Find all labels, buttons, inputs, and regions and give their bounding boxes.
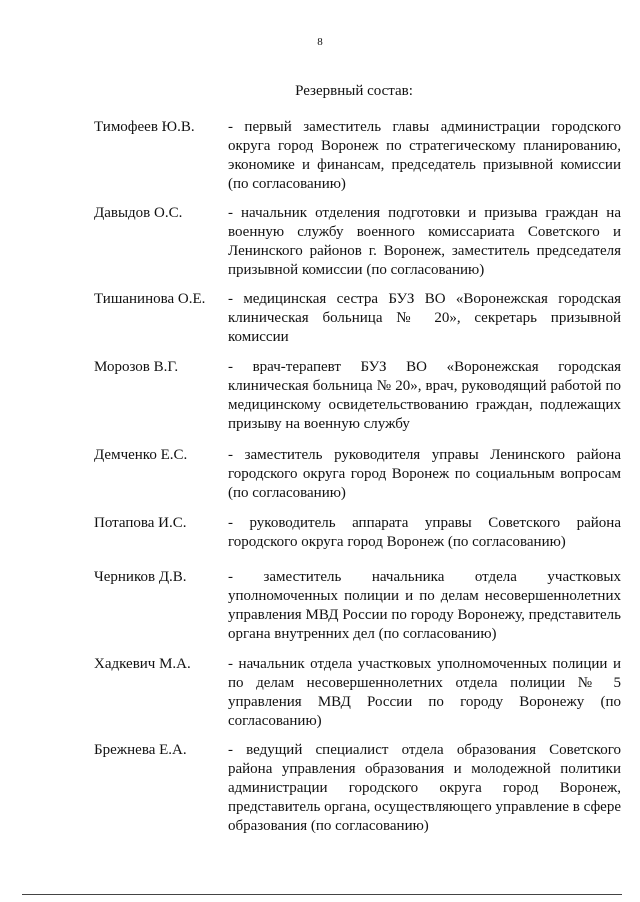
member-name: Давыдов О.С. [94, 205, 183, 221]
member-name: Тишанинова О.Е. [94, 291, 206, 307]
member-name: Демченко Е.С. [94, 447, 188, 463]
member-name: Тимофеев Ю.В. [94, 119, 195, 135]
member-role: - руководитель аппарата управы Советского района городского округа город Воронеж (по согласованию) [228, 515, 621, 550]
member-role: - врач-терапевт БУЗ ВО «Воронежская городская клиническая больница № 20», врач, руководящий работой по медицинскому освидетельствованию граждан, подлежащих призыву на военную службу [228, 359, 621, 432]
member-role: - начальник отдела участковых уполномоченных полиции и по делам несовершеннолетних отдела полиции № 5 управления МВД России по городу Воронежу (по согласованию) [228, 656, 621, 729]
member-name: Черников Д.В. [94, 569, 187, 585]
member-role: - заместитель руководителя управы Ленинского района городского округа город Воронеж по социальным вопросам (по согласованию) [228, 447, 621, 501]
footer-divider [22, 894, 622, 895]
member-role: - ведущий специалист отдела образования Советского района управления образования и молодежной политики администрации городского округа город Воронеж, представитель органа, осуществляющего управление в сфере образования (по согласованию) [228, 742, 621, 834]
member-name: Морозов В.Г. [94, 359, 179, 375]
member-role: - медицинская сестра БУЗ ВО «Воронежская городская клиническая больница № 20», секретарь призывной комиссии [228, 291, 621, 345]
page-number: 8 [317, 36, 323, 48]
section-heading: Резервный состав: [295, 83, 413, 99]
member-role: - начальник отделения подготовки и призыва граждан на военную службу военного комиссариата Советского и Ленинского районов г. Воронеж, заместитель председателя призывной комиссии (по согласованию) [228, 205, 621, 278]
member-name: Брежнева Е.А. [94, 742, 187, 758]
member-role: - заместитель начальника отдела участковых уполномоченных полиции и по делам несовершеннолетних управления МВД России по городу Воронежу, представитель органа внутренних дел (по согласованию) [228, 569, 621, 642]
member-role: - первый заместитель главы администрации городского округа город Воронеж по стратегическому планированию, экономике и финансам, председатель призывной комиссии (по согласованию) [228, 119, 621, 192]
member-name: Хадкевич М.А. [94, 656, 191, 672]
member-name: Потапова И.С. [94, 515, 187, 531]
